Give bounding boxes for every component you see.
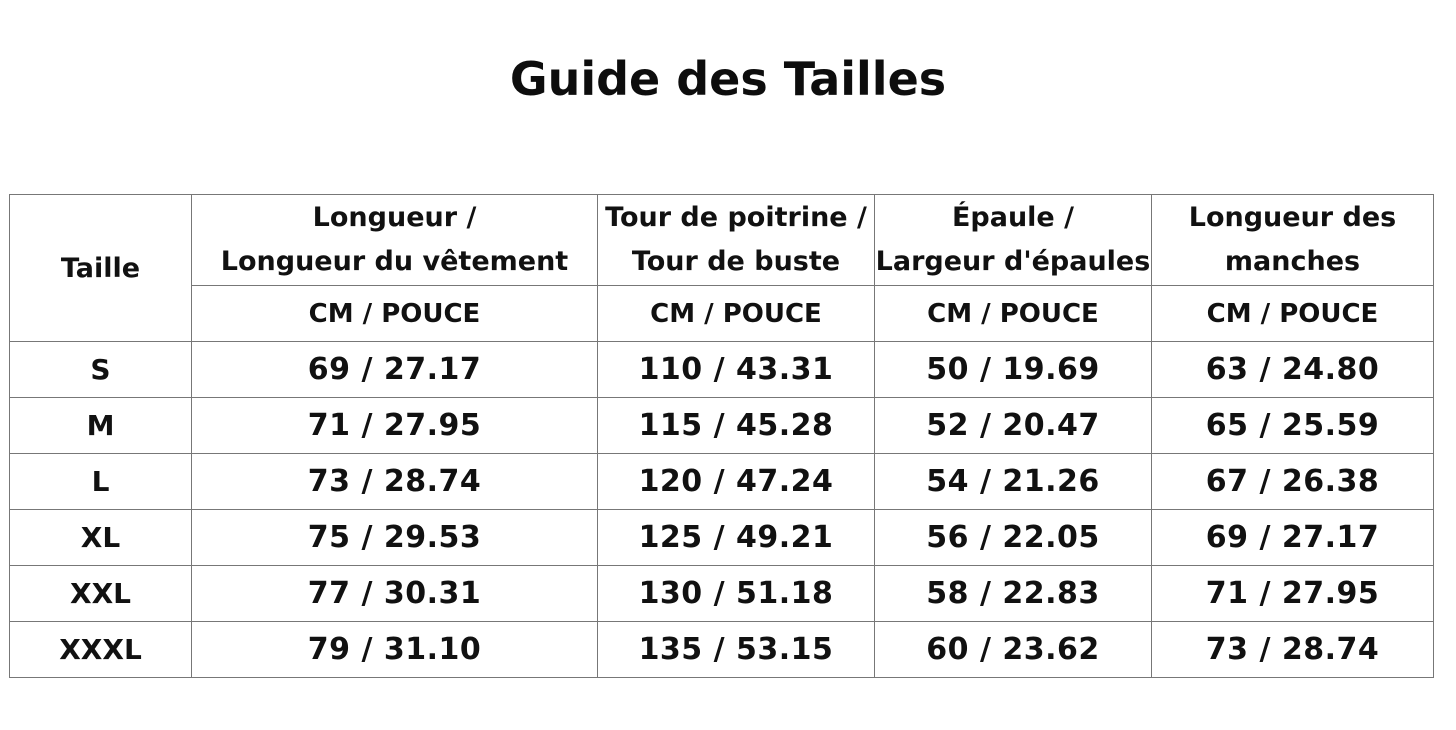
sleeve-value: 69 / 27.17 [1152,510,1434,566]
size-cell: XXXL [10,622,192,678]
unit-label-shoulder: CM / POUCE [875,286,1152,342]
column-header-shoulder-line2: Largeur d'épaules [875,246,1151,277]
chest-value: 110 / 43.31 [598,342,875,398]
column-header-shoulder [875,195,1152,286]
column-header-length-line2: Longueur du vêtement [220,246,569,277]
column-header-shoulder-line1: Épaule / [951,202,1075,233]
shoulder-value: 54 / 21.26 [875,454,1152,510]
size-guide-table [9,194,1434,678]
size-cell: L [10,454,192,510]
header-row [10,195,1434,286]
shoulder-value: 50 / 19.69 [875,342,1152,398]
shoulder-value: 52 / 20.47 [875,398,1152,454]
size-cell: XXL [10,566,192,622]
sleeve-value: 67 / 26.38 [1152,454,1434,510]
sleeve-value: 63 / 24.80 [1152,342,1434,398]
length-value: 71 / 27.95 [192,398,598,454]
unit-label-sleeve: CM / POUCE [1152,286,1434,342]
size-cell: M [10,398,192,454]
table-row [10,510,1434,566]
table-row [10,566,1434,622]
length-value: 73 / 28.74 [192,454,598,510]
size-cell: XL [10,510,192,566]
shoulder-value: 56 / 22.05 [875,510,1152,566]
table-row [10,454,1434,510]
chest-value: 130 / 51.18 [598,566,875,622]
length-value: 79 / 31.10 [192,622,598,678]
length-value: 75 / 29.53 [192,510,598,566]
column-header-chest-line2: Tour de buste [631,246,841,277]
length-value: 69 / 27.17 [192,342,598,398]
length-value: 77 / 30.31 [192,566,598,622]
shoulder-value: 58 / 22.83 [875,566,1152,622]
chest-value: 135 / 53.15 [598,622,875,678]
table-row [10,398,1434,454]
table-row [10,622,1434,678]
page-title: Guide des Tailles [509,52,947,106]
unit-label-chest: CM / POUCE [598,286,875,342]
column-header-length-line1: Longueur / [312,202,477,233]
column-header-sleeve-line2: manches [1224,246,1361,277]
size-column-header: Taille [10,195,192,342]
chest-value: 120 / 47.24 [598,454,875,510]
chest-value: 115 / 45.28 [598,398,875,454]
chest-value: 125 / 49.21 [598,510,875,566]
unit-label-length: CM / POUCE [192,286,598,342]
sleeve-value: 73 / 28.74 [1152,622,1434,678]
column-header-sleeve [1152,195,1434,286]
column-header-chest-line1: Tour de poitrine / [605,202,867,233]
column-header-sleeve-line1: Longueur des [1188,202,1397,233]
unit-row [10,286,1434,342]
shoulder-value: 60 / 23.62 [875,622,1152,678]
column-header-chest [598,195,875,286]
size-cell: S [10,342,192,398]
sleeve-value: 65 / 25.59 [1152,398,1434,454]
sleeve-value: 71 / 27.95 [1152,566,1434,622]
table-row [10,342,1434,398]
column-header-length [192,195,598,286]
